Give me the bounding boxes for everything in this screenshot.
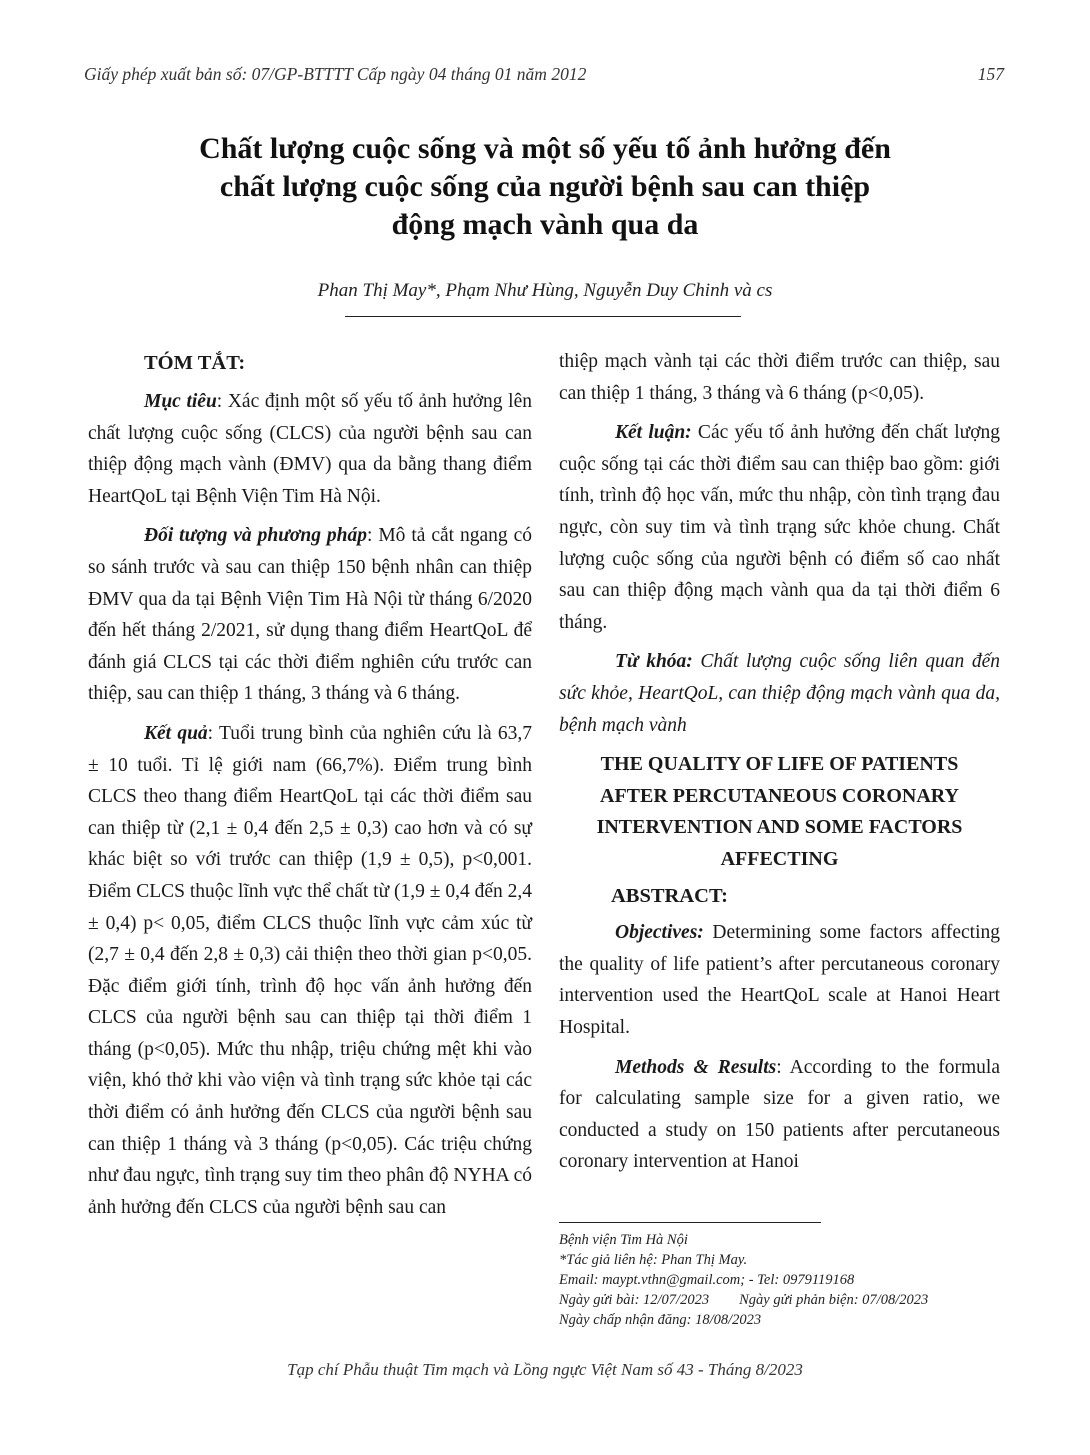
footnote-affiliation: Bệnh viện Tim Hà Nội <box>559 1232 688 1248</box>
objectives-en-text: Determining some factors affecting the quality of life patient’s after percutaneous coronary intervention used the HeartQoL scale at Hanoi Heart Hospital. <box>559 922 1000 1038</box>
results-text: : Tuổi trung bình của nghiên cứu là 63,7 ± 10 tuổi. Tỉ lệ giới nam (66,7%). Điểm trung bình CLCS theo thang điểm HeartQoL tại các thời điểm sau can thiệp từ (2,1 ± 0,4 đến 2,5 ± 0,3) cao hơn và có sự khác biệt so với trước can thiệp (1,9 ± 0,5), p<0,001. Điểm CLCS thuộc lĩnh vực thể chất từ (1,9 ± 0,4 đến 2,4 ± 0,4) p< 0,05, điểm CLCS thuộc lĩnh vực cảm xúc từ (2,7 ± 0,4 đến 2,8 ± 0,3) cải thiện theo thời gian p<0,05. Đặc điểm giới tính, trình độ học vấn ảnh hưởng đến CLCS của người bệnh sau can thiệp tại thời điểm 1 tháng (p<0,05). Mức thu nhập, triệu chứng mệt khi vào viện, khó thở khi vào viện và tình trạng sức khỏe tại các thời điểm có ảnh hưởng đến CLCS của người bệnh sau can thiệp 1 tháng và 3 tháng (p<0,05). Các triệu chứng như đau ngực, tình trạng suy tim theo phân độ NYHA có ảnh hưởng đến CLCS của người bệnh sau can <box>88 722 532 1218</box>
title-line: động mạch vành qua da <box>391 208 699 241</box>
keywords-text: Chất lượng cuộc sống liên quan đến sức khỏe, HeartQoL, can thiệp động mạch vành qua da, bệnh mạch vành <box>559 651 1000 736</box>
footnote-reviewed: Ngày gửi phản biện: 07/08/2023 <box>739 1292 929 1308</box>
english-title <box>559 749 1000 875</box>
conclusion-label: Kết luận: <box>615 422 692 444</box>
page-number: 157 <box>977 64 1004 84</box>
footnote-email: Email: maypt.vthn@gmail.com; <box>559 1272 746 1288</box>
running-head <box>84 64 1004 92</box>
abstract-en-heading: ABSTRACT: <box>611 885 728 908</box>
abstract-vi-heading: TÓM TẮT: <box>144 352 246 374</box>
methods-en-paragraph <box>559 1052 1000 1178</box>
english-title-line: AFTER PERCUTANEOUS CORONARY <box>600 784 959 807</box>
english-title-line: INTERVENTION AND SOME FACTORS <box>596 816 963 839</box>
footnote-email-line <box>559 1270 1000 1290</box>
footnote-dates-line <box>559 1290 1000 1310</box>
article-title <box>100 130 990 244</box>
footnote-contact: *Tác giả liên hệ: Phan Thị May. <box>559 1252 748 1268</box>
keywords-paragraph <box>559 646 1000 741</box>
methods-text: : Mô tả cắt ngang có so sánh trước và sau can thiệp 150 bệnh nhân can thiệp ĐMV qua da tại Bệnh Viện Tim Hà Nội từ tháng 6/2020 đến hết tháng 2/2021, sử dụng thang điểm HeartQoL để đánh giá CLCS tại các thời điểm nghiên cứu trước can thiệp, sau can thiệp 1 tháng, 3 tháng và 6 tháng. <box>88 525 532 705</box>
title-line: Chất lượng cuộc sống và một số yếu tố ảnh hưởng đến <box>199 132 891 165</box>
results-paragraph <box>88 718 532 1224</box>
methods-en-label: Methods & Results <box>615 1056 777 1078</box>
objectives-en-label: Objectives: <box>615 922 704 944</box>
right-column <box>559 346 1000 1186</box>
footnotes <box>559 1230 1000 1330</box>
english-title-line: THE QUALITY OF LIFE OF PATIENTS <box>600 753 959 776</box>
keywords-label: Từ khóa: <box>615 651 693 673</box>
footnote-submitted: Ngày gửi bài: 12/07/2023 <box>559 1292 710 1308</box>
footnote-tel: - Tel: 0979119168 <box>748 1272 855 1288</box>
title-divider <box>345 316 741 317</box>
methods-en-text: : According to the formula for calculating sample size for a given ratio, we conducted a study on 150 patients after percutaneous coronary intervention at Hanoi <box>559 1056 1000 1173</box>
conclusion-paragraph <box>559 417 1000 638</box>
english-title-line: AFFECTING <box>720 847 839 870</box>
license-text: Giấy phép xuất bản số: 07/GP-BTTTT Cấp ngày 04 tháng 01 năm 2012 <box>84 64 587 84</box>
methods-label: Đối tượng và phương pháp <box>144 525 367 547</box>
objective-text: : Xác định một số yếu tố ảnh hưởng lên chất lượng cuộc sống (CLCS) của người bệnh sau can thiệp động mạch vành (ĐMV) qua da bằng thang điểm HeartQoL tại Bệnh Viện Tim Hà Nội. <box>88 391 532 507</box>
methods-paragraph <box>88 520 532 710</box>
title-line: chất lượng cuộc sống của người bệnh sau can thiệp <box>219 170 871 203</box>
objective-paragraph <box>88 386 532 512</box>
results-continued: thiệp mạch vành tại các thời điểm trước can thiệp, sau can thiệp 1 tháng, 3 tháng và 6 tháng (p<0,05). <box>559 351 1000 404</box>
author-list: Phan Thị May*, Phạm Như Hùng, Nguyễn Duy Chinh và cs <box>317 280 773 301</box>
left-column <box>88 346 532 1231</box>
results-label: Kết quả <box>144 722 208 744</box>
conclusion-text: Các yếu tố ảnh hưởng đến chất lượng cuộc sống tại các thời điểm sau can thiệp bao gồm: giới tính, trình độ học vấn, mức thu nhập, còn tình trạng đau ngực, còn suy tim và tình trạng sức khỏe chung. Chất lượng cuộc sống của người bệnh có điểm số cao nhất sau can thiệp động mạch vành qua da tại thời điểm 6 tháng. <box>559 422 1001 633</box>
footnote-divider <box>559 1222 821 1223</box>
objective-label: Mục tiêu <box>144 391 217 412</box>
footnote-accepted: Ngày chấp nhận đăng: 18/08/2023 <box>559 1312 762 1328</box>
journal-footer: Tạp chí Phẫu thuật Tim mạch và Lồng ngực Việt Nam số 43 - Tháng 8/2023 <box>287 1360 803 1379</box>
objectives-en-paragraph <box>559 917 1000 1043</box>
